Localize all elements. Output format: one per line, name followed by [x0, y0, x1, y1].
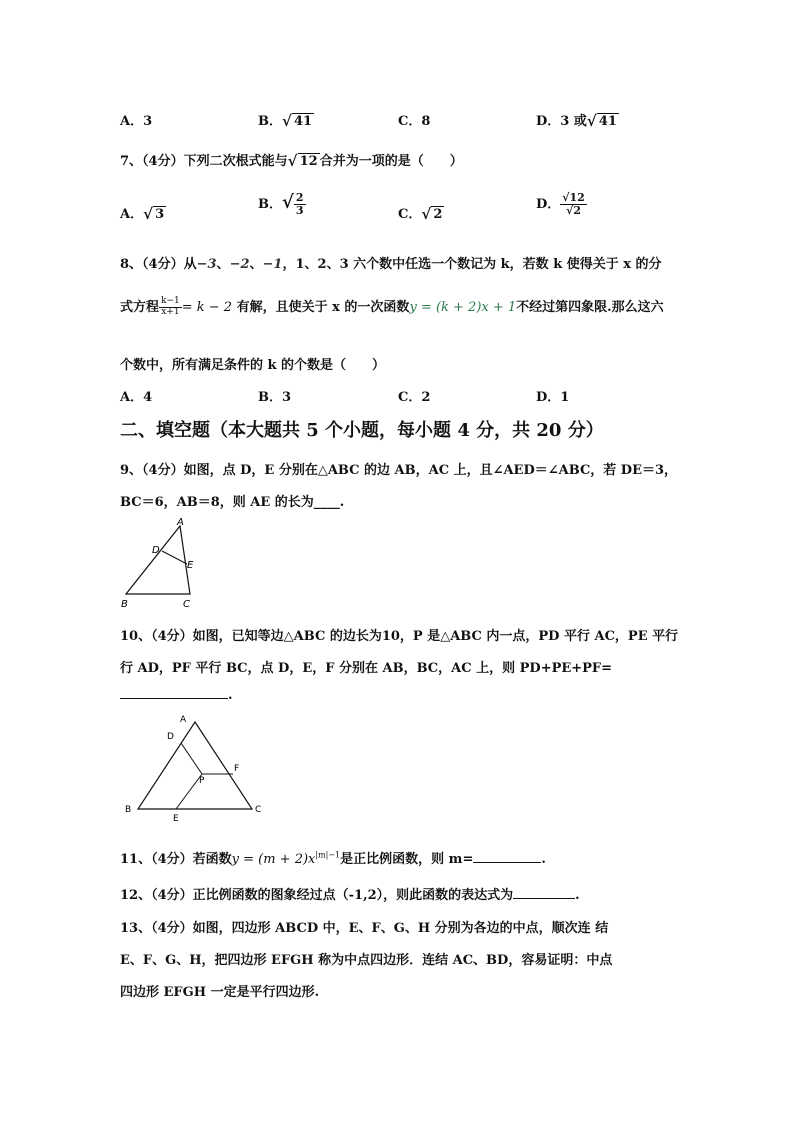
question-13-line-3: 四边形 EFGH 一定是平行四边形.	[120, 985, 320, 1000]
question-7: 7、（4分）下列二次根式能与 √ 12 合并为一项的是（ ）	[120, 152, 463, 170]
triangle-abc	[126, 526, 190, 594]
label-a: A	[177, 517, 184, 528]
question-10-line-2: 行 AD，PF 平行 BC，点 D，E，F 分别在 AB，BC，AC 上，则 PD+PE+PF=	[120, 661, 613, 676]
q8-option-b: B．3	[258, 390, 292, 405]
q10-triangle-figure	[120, 712, 270, 824]
label-c: C	[255, 805, 262, 815]
q9-triangle-figure	[118, 516, 208, 612]
q7-option-a: A． √ 3	[120, 205, 165, 223]
label-a: A	[180, 715, 187, 725]
q8-option-d: D．1	[536, 390, 570, 405]
question-11: 11、（4分）若函数$y = (m + 2)x^{|m|-1}$是正比例函数，则 m= .	[120, 850, 546, 867]
label-f: F	[234, 764, 240, 774]
question-12: 12、（4分）正比例函数的图象经过点（-1,2），则此函数的表达式为 .	[120, 888, 580, 903]
q6-option-d: D．3 或 √ 41	[536, 112, 617, 130]
question-8-line-3: 个数中，所有满足条件的 k 的个数是（ ）	[120, 358, 386, 373]
label-e: E	[173, 814, 179, 824]
segment-de	[162, 551, 187, 564]
segment-pd	[181, 743, 202, 774]
label-d: D	[152, 545, 160, 556]
q7-option-b: B．√ $\frac{2}{3}$	[258, 191, 304, 218]
q7-option-c: C． √ 2	[398, 205, 443, 223]
q8-option-a: A．4	[120, 390, 153, 405]
question-8-line-1: 8、（4分）从−3、−2、−1，1、2、3 六个数中任选一个数记为 k，若数 k 使得关于 x 的分	[120, 257, 662, 272]
q8-option-c: C．2	[398, 390, 431, 405]
q7-option-d: D． $\frac{√12}{√2}$	[536, 191, 585, 218]
label-b: B	[121, 599, 128, 610]
question-9-line-1: 9、（4分）如图，点 D，E 分别在△ABC 的边 AB，AC 上，且∠AED＝∠ABC，若 DE＝3，	[120, 463, 678, 478]
question-10-line-1: 10、（4分）如图，已知等边△ABC 的边长为10，P 是△ABC 内一点，PD 平行 AC，PE 平行	[120, 629, 679, 644]
label-p: P	[199, 776, 205, 786]
q6-option-c: C．8	[398, 114, 431, 129]
label-c: C	[183, 599, 190, 610]
question-9-line-2: BC＝6，AB＝8，则 AE 的长为____.	[120, 495, 345, 510]
label-d: D	[167, 732, 174, 742]
question-8-line-2: 式方程 $\frac{k-1}{x+1}$ = k − 2 有解，且使关于 x 的一次函数y = (k + 2)x + 1不经过第四象限.那么这六	[120, 296, 664, 317]
label-e: E	[187, 560, 194, 571]
q6-option-b: B． √ 41	[258, 112, 313, 130]
question-10-line-3: .	[120, 688, 233, 703]
label-b: B	[125, 805, 132, 815]
question-13-line-2: E、F、G、H，把四边形 EFGH 称为中点四边形．连结 AC、BD，容易证明：中点	[120, 953, 613, 968]
section-2-heading: 二、填空题（本大题共 5 个小题，每小题 4 分，共 20 分）	[120, 420, 604, 441]
q6-option-a: A．3	[120, 114, 153, 129]
question-13-line-1: 13、（4分）如图，四边形 ABCD 中，E、F、G、H 分别为各边的中点，顺次连 结	[120, 921, 609, 936]
